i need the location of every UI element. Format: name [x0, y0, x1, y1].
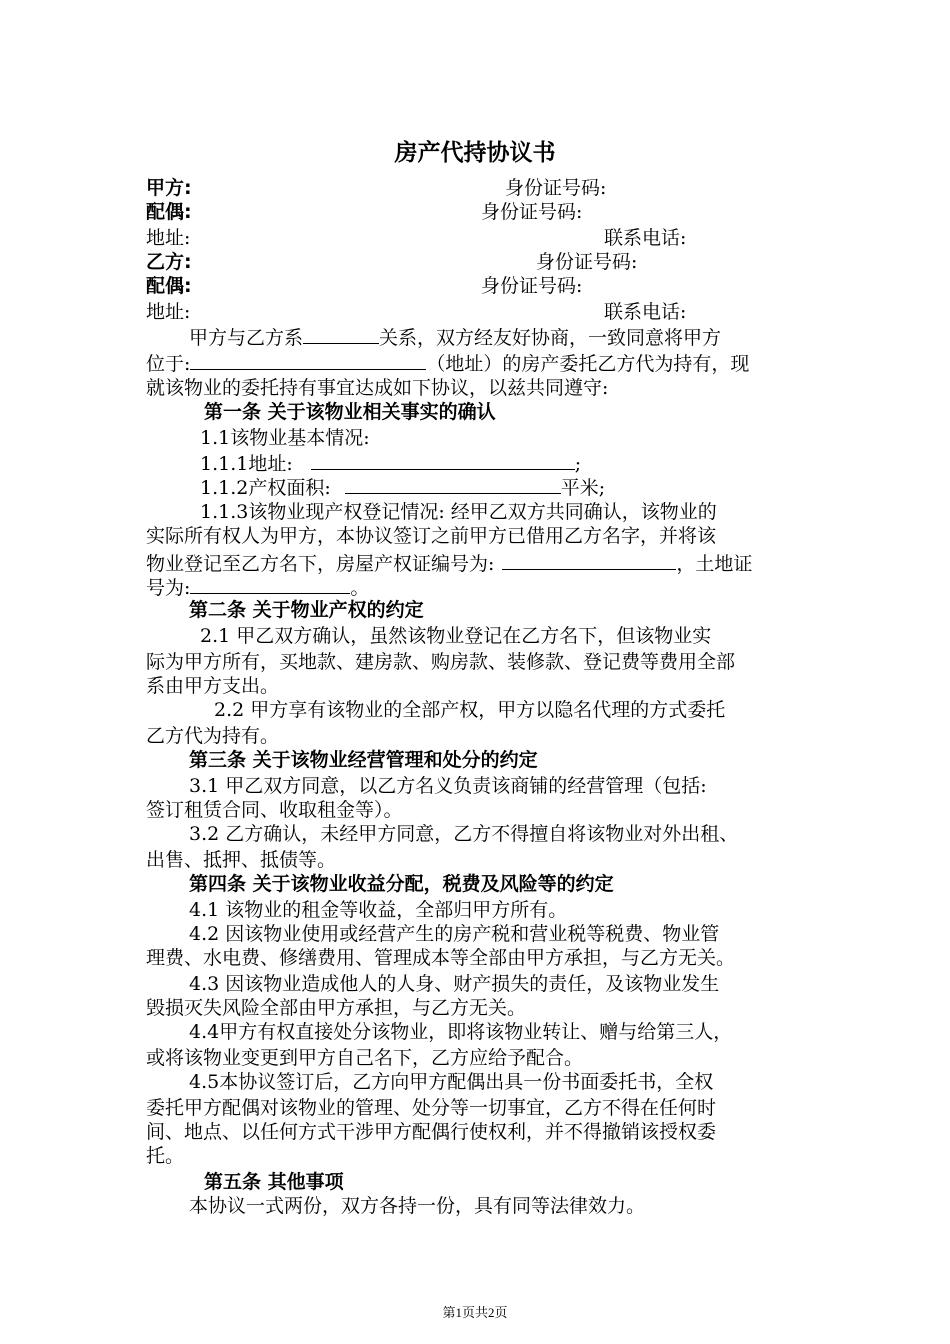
article-1-heading: 第一条 关于该物业相关事实的确认: [204, 401, 496, 423]
relationship-blank[interactable]: [303, 324, 379, 344]
article-4-para: 委托甲方配偶对该物业的管理、处分等一切事宜，乙方不得在任何时: [146, 1097, 717, 1119]
article-1-address-line: [200, 450, 581, 476]
party-b-spouse-id-label: 身份证号码:: [481, 275, 583, 297]
article-4-para: 间、地点、以任何方式干涉甲方配偶行使权利，并不得撤销该授权委: [146, 1121, 717, 1143]
article-4-para: 4.3 因该物业造成他人的人身、财产损失的责任，及该物业发生: [189, 973, 720, 995]
article-1-land-line: [146, 574, 369, 600]
area-unit: 平米;: [560, 477, 606, 499]
page-footer: 第1页共2页: [442, 1305, 508, 1320]
article-4-para: 或将该物业变更到甲方自己名下，乙方应给予配合。: [146, 1047, 584, 1069]
party-a-label: 甲方:: [146, 177, 192, 199]
article-3-para: 3.2 乙方确认，未经甲方同意，乙方不得擅自将该物业对外出租、: [189, 823, 739, 845]
article-2-para: 系由甲方支出。: [146, 675, 280, 697]
article-4-heading: 第四条 关于该物业收益分配，税费及风险等的约定: [189, 873, 614, 895]
party-b-id-label: 身份证号码:: [536, 251, 638, 273]
semicolon: ;: [574, 453, 582, 475]
article-1-cert-line: [146, 550, 752, 576]
document-title: 房产代持协议书: [394, 140, 556, 166]
intro-line-2: [146, 350, 749, 376]
article-1-para: 1.1.3该物业现产权登记情况: 经甲乙双方共同确认，该物业的: [200, 501, 717, 523]
intro-line-1: [189, 324, 721, 350]
party-b-label: 乙方:: [146, 251, 192, 273]
area-blank[interactable]: [345, 474, 561, 494]
cert-number-blank[interactable]: [502, 550, 676, 570]
article-4-para: 4.1 该物业的租金等收益，全部归甲方所有。: [189, 899, 568, 921]
article-3-para: 3.1 甲乙双方同意，以乙方名义负责该商铺的经营管理（包括:: [189, 775, 707, 797]
article-3-para: 签订租赁合同、收取租金等）。: [146, 799, 403, 821]
party-b-address-label: 地址:: [146, 301, 191, 323]
party-a-id-label: 身份证号码:: [505, 177, 607, 199]
party-a-spouse-id-label: 身份证号码:: [481, 201, 583, 223]
party-b-spouse-label: 配偶:: [146, 275, 192, 297]
article-3-para: 出售、抵押、抵债等。: [146, 849, 337, 871]
party-a-spouse-label: 配偶:: [146, 201, 192, 223]
party-b-phone-label: 联系电话:: [604, 301, 687, 323]
article-1-area-line: [200, 474, 605, 500]
article-5-para: 本协议一式两份，双方各持一份，具有同等法律效力。: [189, 1195, 646, 1217]
article-2-para: 2.2 甲方享有该物业的全部产权，甲方以隐名代理的方式委托: [214, 699, 726, 721]
article-2-para: 2.1 甲乙双方确认，虽然该物业登记在乙方名下，但该物业实: [200, 625, 712, 647]
article-5-heading: 第五条 其他事项: [204, 1171, 344, 1193]
address-label: 1.1.1地址:: [200, 453, 293, 475]
article-4-para: 毁损灭失风险全部由甲方承担，与乙方无关。: [146, 997, 527, 1019]
article-4-para: 4.5本协议签订后，乙方向甲方配偶出具一份书面委托书，全权: [189, 1071, 714, 1093]
article-1-para: 1.1该物业基本情况:: [200, 427, 370, 449]
party-a-address-label: 地址:: [146, 227, 191, 249]
land-number-blank[interactable]: [190, 574, 350, 594]
area-label: 1.1.2产权面积:: [200, 477, 331, 499]
cert-label: 物业登记至乙方名下，房屋产权证编号为:: [146, 553, 495, 575]
intro-text: 位于:: [146, 353, 191, 375]
article-4-para: 托。: [146, 1145, 185, 1167]
intro-text: （地址）的房产委托乙方代为持有，现: [426, 353, 750, 375]
article-4-para: 4.2 因该物业使用或经营产生的房产税和营业税等税费、物业管: [189, 923, 720, 945]
article-2-heading: 第二条 关于物业产权的约定: [189, 599, 424, 621]
intro-text: 甲方与乙方系: [189, 327, 304, 349]
article-3-heading: 第三条 关于该物业经营管理和处分的约定: [189, 749, 538, 771]
intro-line-3: 就该物业的委托持有事宜达成如下协议，以兹共同遵守:: [146, 377, 609, 399]
article-4-para: 4.4甲方有权直接处分该物业，即将该物业转让、赠与给第三人，: [189, 1021, 733, 1043]
article-2-para: 乙方代为持有。: [146, 725, 280, 747]
article-1-para: 实际所有权人为甲方，本协议签订之前甲方已借用乙方名字，并将该: [146, 525, 717, 547]
property-address-blank[interactable]: [190, 350, 426, 370]
article-2-para: 际为甲方所有，买地款、建房款、购房款、装修款、登记费等费用全部: [146, 651, 736, 673]
land-cert-label: ，土地证: [676, 553, 753, 575]
party-a-phone-label: 联系电话:: [604, 227, 687, 249]
land-label: 号为:: [146, 577, 191, 599]
period: 。: [350, 577, 370, 599]
address-blank[interactable]: [311, 450, 575, 470]
intro-text: 关系，双方经友好协商，一致同意将甲方: [379, 327, 722, 349]
article-4-para: 理费、水电费、修缮费用、管理成本等全部由甲方承担，与乙方无关。: [146, 947, 736, 969]
